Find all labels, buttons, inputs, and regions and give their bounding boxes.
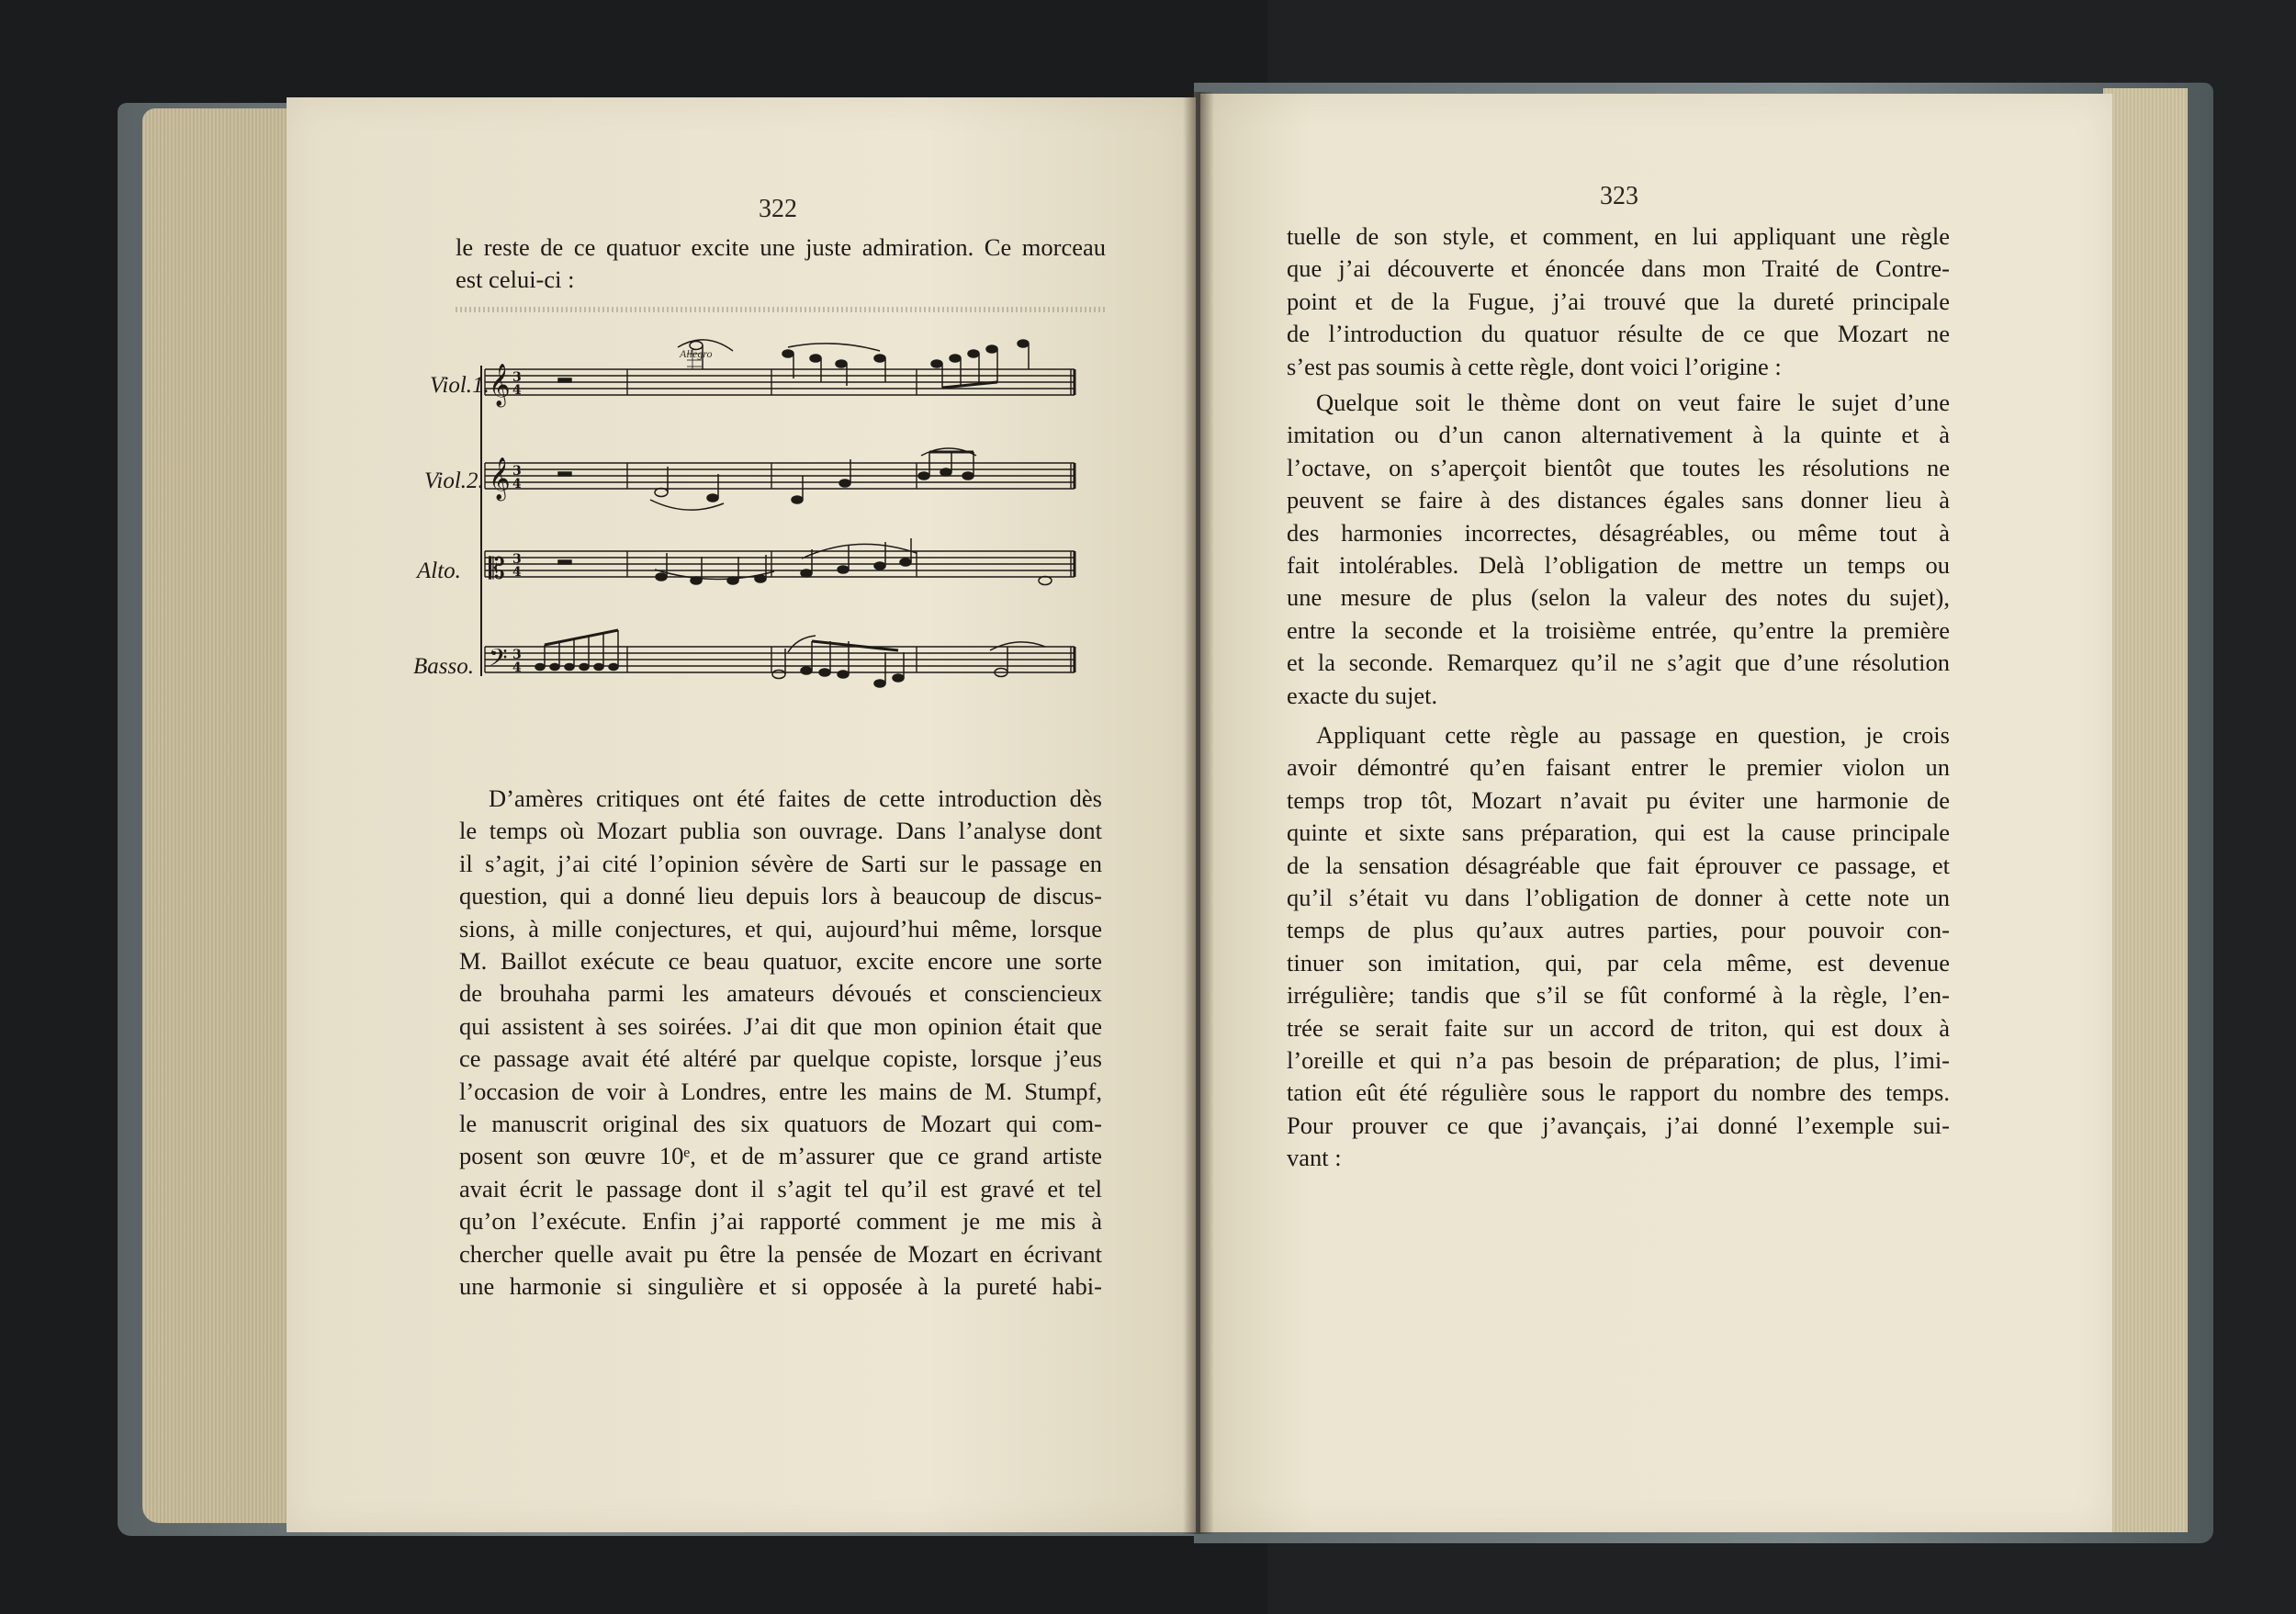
- text-line: de la sensation désagréable que fait éprouver ce passage, et: [1287, 851, 1950, 879]
- text-line: D’amères critiques ont été faites de cette introduction dès: [489, 784, 1102, 812]
- staff-label-viol2: Viol.2.: [424, 468, 484, 493]
- text-line: posent son œuvre 10ᵉ, et de m’assurer que ce grand artiste: [459, 1142, 1102, 1170]
- text-line: peuvent se faire à des distances égales sans donner lieu à: [1287, 486, 1950, 514]
- text-line: qu’il s’était vu dans l’obligation de donner à cette note un: [1287, 884, 1950, 912]
- text-line: Quelque soit le thème dont on veut faire le sujet d’une: [1316, 389, 1950, 416]
- text-line: trée se serait faite sur un accord de triton, qui est doux à: [1287, 1013, 1950, 1042]
- text-line: de l’introduction du quatuor résulte de ce que Mozart ne: [1287, 320, 1950, 348]
- text-line: vant :: [1287, 1144, 1342, 1172]
- left-intro-text: [456, 231, 1106, 297]
- svg-text:4: 4: [512, 383, 522, 398]
- right-page-number: 323: [1600, 182, 1638, 210]
- text-line: fait intolérables. Delà l’obligation de mettre un temps ou: [1287, 551, 1950, 580]
- text-line: le manuscrit original des six quatuors de Mozart qui com-: [459, 1110, 1102, 1138]
- text-line: quinte et sixte sans préparation, qui est la cause principale: [1287, 818, 1950, 847]
- right-paragraph-2: [1287, 387, 1950, 712]
- text-line: avoir démontré qu’en faisant entrer le premier violon un: [1287, 753, 1950, 782]
- text-line: est celui-ci :: [456, 265, 575, 294]
- text-line: Pour prouver ce que j’avançais, j’ai donné l’exemple sui-: [1287, 1111, 1950, 1139]
- text-line: s’est pas soumis à cette règle, dont voici l’origine :: [1287, 352, 1782, 380]
- text-line: temps trop tôt, Mozart n’avait pu éviter une harmonie de: [1287, 785, 1950, 814]
- svg-text:3: 3: [512, 370, 522, 385]
- staff-viol2: [485, 463, 1075, 489]
- text-line: l’oreille et qui n’a pas besoin de préparation; de plus, l’imi-: [1287, 1046, 1950, 1075]
- text-line: tation eût été régulière sous le rapport du nombre des temps.: [1287, 1078, 1950, 1107]
- book-gutter: [1183, 92, 1214, 1534]
- text-line: avait écrit le passage dont il s’agit tel qu’il est gravé et tel: [459, 1174, 1102, 1202]
- staff-label-viol1: Viol.1.: [430, 373, 490, 398]
- text-line: le temps où Mozart publia son ouvrage. Dans l’analyse dont: [459, 817, 1102, 845]
- text-line: une mesure de plus (selon la valeur des notes du sujet),: [1287, 583, 1950, 612]
- text-line: l’occasion de voir à Londres, entre les mains de M. Stumpf,: [459, 1077, 1102, 1105]
- right-paragraph-3: [1287, 719, 1950, 1175]
- text-line: irrégulière; tandis que s’il se fût conformé à la règle, l’en-: [1287, 981, 1950, 1010]
- staff-label-alto: Alto.: [417, 559, 461, 583]
- text-line: tinuer son imitation, qui, par cela même, est devenue: [1287, 948, 1950, 976]
- bass-clef-icon: 𝄢: [489, 643, 508, 678]
- page-edges-right: [2103, 88, 2188, 1532]
- text-line: imitation ou d’un canon alternativement à la quinte et à: [1287, 421, 1950, 449]
- text-line: chercher quelle avait pu être la pensée de Mozart en écrivant: [459, 1239, 1102, 1268]
- text-line: il s’agit, j’ai cité l’opinion sévère de Sarti sur le passage en: [459, 849, 1102, 877]
- text-line: qu’on l’exécute. Enfin j’ai rapporté comment je me mis à: [459, 1207, 1102, 1236]
- score-tempo-marking: Allegro: [680, 347, 713, 360]
- staff-label-basso: Basso.: [413, 654, 474, 679]
- svg-text:4: 4: [512, 660, 522, 675]
- text-line: des harmonies incorrectes, désagréables, ou même tout à: [1287, 518, 1950, 547]
- text-line: qui assistent à ses soirées. J’ai dit que mon opinion était que: [459, 1011, 1102, 1040]
- svg-text:3: 3: [512, 648, 522, 662]
- treble-clef-icon: 𝄞: [489, 457, 511, 500]
- text-line: exacte du sujet.: [1287, 681, 1438, 709]
- text-line: sions, à mille conjectures, et qui, aujourd’hui même, lorsque: [459, 914, 1102, 942]
- text-line: point et de la Fugue, j’ai trouvé que la dureté principale: [1287, 287, 1950, 315]
- staff-alto: [485, 551, 1075, 577]
- svg-text:4: 4: [512, 477, 522, 491]
- separator-line: [456, 307, 1106, 312]
- text-line: le reste de ce quatuor excite une juste admiration. Ce morceau: [456, 233, 1106, 261]
- text-line: et la seconde. Remarquez qu’il ne s’agit que d’une résolution: [1287, 649, 1950, 677]
- text-line: de brouhaha parmi les amateurs dévoués et consciencieux: [459, 979, 1102, 1008]
- text-line: tuelle de son style, et comment, en lui appliquant une règle: [1287, 222, 1950, 250]
- page-edges-left: [142, 108, 289, 1523]
- text-line: entre la seconde et la troisième entrée, qu’entre la première: [1287, 615, 1950, 644]
- svg-text:4: 4: [512, 565, 522, 580]
- text-line: une harmonie si singulière et si opposée à la pureté habi-: [459, 1272, 1102, 1301]
- treble-clef-icon: 𝄞: [489, 364, 511, 406]
- music-score: [421, 338, 1080, 705]
- text-line: M. Baillot exécute ce beau quatuor, excite encore une sorte: [459, 947, 1102, 976]
- right-paragraph-1: [1287, 220, 1950, 383]
- svg-text:3: 3: [512, 552, 522, 567]
- text-line: Appliquant cette règle au passage en question, je crois: [1316, 721, 1950, 749]
- svg-text:3: 3: [512, 464, 522, 479]
- text-line: que j’ai découverte et énoncée dans mon Traité de Contre-: [1287, 254, 1950, 283]
- left-body-text: [459, 783, 1102, 1304]
- text-line: ce passage avait été altéré par quelque copiste, lorsque j’eus: [459, 1044, 1102, 1073]
- alto-clef-icon: 𝄡: [489, 551, 505, 586]
- text-line: l’octave, on s’aperçoit bientôt que toutes les résolutions ne: [1287, 453, 1950, 481]
- text-line: question, qui a donné lieu depuis lors à beaucoup de discus-: [459, 882, 1102, 910]
- left-page-number: 322: [759, 195, 797, 223]
- text-line: temps de plus qu’aux autres parties, pour pouvoir con-: [1287, 916, 1950, 944]
